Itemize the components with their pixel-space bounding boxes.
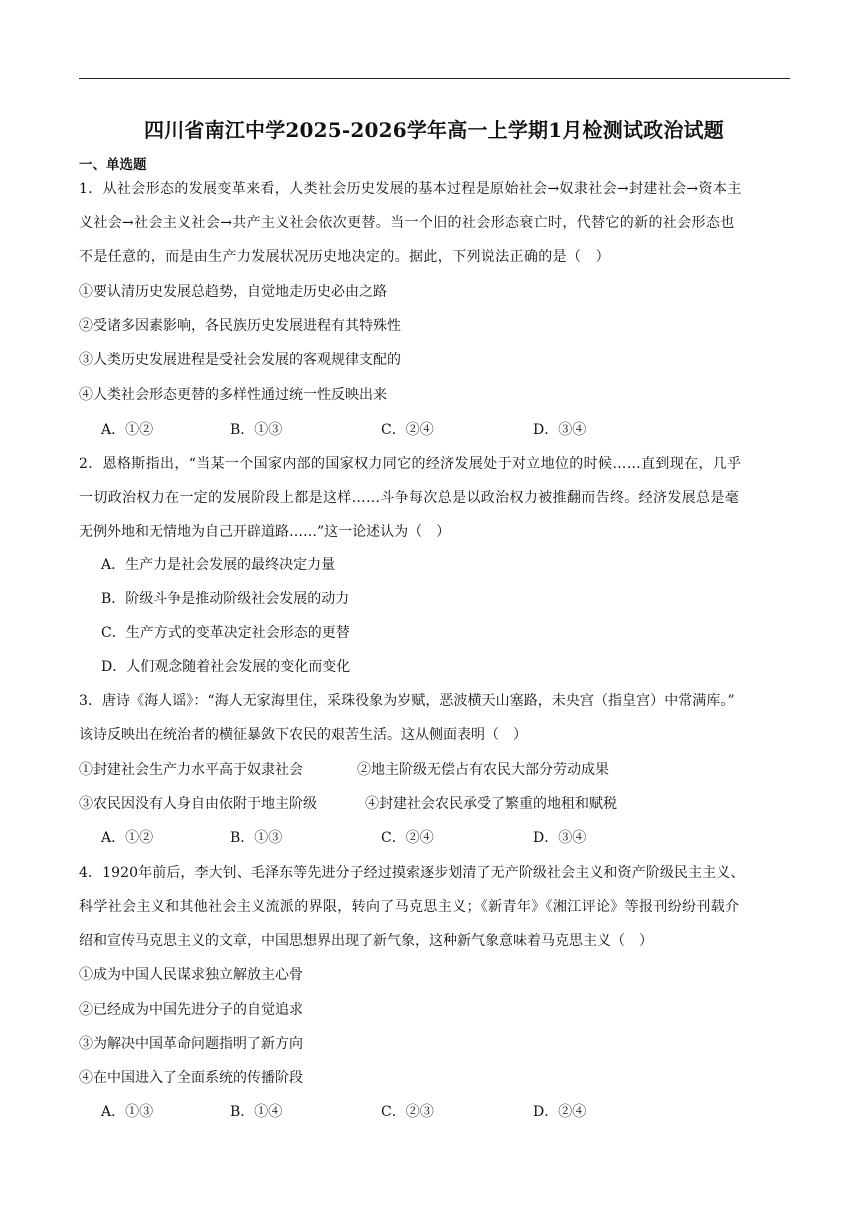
- q3-item-4: ④封建社会农民承受了繁重的地租和赋税: [365, 796, 617, 812]
- q4-item-3: ③为解决中国革命问题指明了新方向: [79, 1036, 303, 1052]
- q1-item-3: ③人类历史发展进程是受社会发展的客观规律支配的: [79, 352, 401, 368]
- q3-line-2: 该诗反映出在统治者的横征暴敛下农民的艰苦生活。这从侧面表明（ ）: [79, 727, 527, 743]
- q2-line-1: 2．恩格斯指出，“当某一个国家内部的国家权力同它的经济发展处于对立地位的时候……直到现在，几乎: [79, 456, 742, 472]
- header-rule: [79, 78, 790, 79]
- q4-line-3: 绍和宣传马克思主义的文章，中国思想界出现了新气象，这种新气象意味着马克思主义（ ）: [79, 933, 653, 949]
- q2-option-d: D．人们观念随着社会发展的变化而变化: [101, 659, 351, 675]
- q3-item-2: ②地主阶级无偿占有农民大部分劳动成果: [357, 762, 609, 778]
- q3-item-3: ③农民因没有人身自由依附于地主阶级: [79, 796, 317, 812]
- q4-option-a: A．①③: [101, 1104, 154, 1120]
- q2-line-2: 一切政治权力在一定的发展阶段上都是这样……斗争每次总是以政治权力被推翻而告终。经济发展总是毫: [79, 490, 740, 506]
- q4-item-2: ②已经成为中国先进分子的自觉追求: [79, 1002, 303, 1018]
- q3-item-1: ①封建社会生产力水平高于奴隶社会: [79, 762, 303, 778]
- q3-option-d: D．③④: [533, 830, 587, 846]
- q4-line-1: 4．1920年前后，李大钊、毛泽东等先进分子经过摸索逐步划清了无产阶级社会主义和资产阶级民主主义、: [79, 865, 745, 881]
- q2-option-a: A．生产力是社会发展的最终决定力量: [101, 557, 336, 573]
- q3-option-c: C．②④: [381, 830, 434, 846]
- q3-option-a: A．①②: [101, 830, 154, 846]
- q1-option-d: D．③④: [533, 422, 587, 438]
- q1-option-a: A．①②: [101, 422, 154, 438]
- q2-line-3: 无例外地和无情地为自己开辟道路……”这一论述认为（ ）: [79, 524, 451, 540]
- q4-option-b: B．①④: [230, 1104, 283, 1120]
- q4-item-1: ①成为中国人民谋求独立解放主心骨: [79, 967, 303, 983]
- q1-option-c: C．②④: [381, 422, 434, 438]
- q1-item-2: ②受诸多因素影响，各民族历史发展进程有其特殊性: [79, 318, 401, 334]
- q2-option-c: C．生产方式的变革决定社会形态的更替: [101, 625, 350, 641]
- q3-option-b: B．①③: [230, 830, 283, 846]
- q4-line-2: 科学社会主义和其他社会主义流派的界限，转向了马克思主义；《新青年》《湘江评论》等报刊纷纷刊载介: [79, 899, 740, 915]
- q3-line-1: 3．唐诗《海人谣》：“海人无家海里住，采珠役象为岁赋，恶波横天山塞路，未央宫（指皇宫）中常满库。”: [79, 693, 735, 709]
- q1-line-1: 1．从社会形态的发展变革来看，人类社会历史发展的基本过程是原始社会→奴隶社会→封建社会→资本主: [79, 181, 742, 197]
- q4-option-d: D．②④: [533, 1104, 587, 1120]
- q1-line-2: 义社会→社会主义社会→共产主义社会依次更替。当一个旧的社会形态衰亡时，代替它的新的社会形态也: [79, 215, 735, 231]
- q1-item-4: ④人类社会形态更替的多样性通过统一性反映出来: [79, 387, 387, 403]
- q1-option-b: B．①③: [230, 422, 283, 438]
- q1-item-1: ①要认清历史发展总趋势，自觉地走历史必由之路: [79, 284, 387, 300]
- q4-item-4: ④在中国进入了全面系统的传播阶段: [79, 1070, 303, 1086]
- q2-option-b: B．阶级斗争是推动阶级社会发展的动力: [101, 591, 350, 607]
- q1-line-3: 不是任意的，而是由生产力发展状况历史地决定的。据此，下列说法正确的是（ ）: [79, 249, 610, 265]
- q4-option-c: C．②③: [381, 1104, 434, 1120]
- page-title: 四川省南江中学2025-2026学年高一上学期1月检测试政治试题: [144, 118, 724, 142]
- section-heading: 一、单选题: [79, 157, 147, 173]
